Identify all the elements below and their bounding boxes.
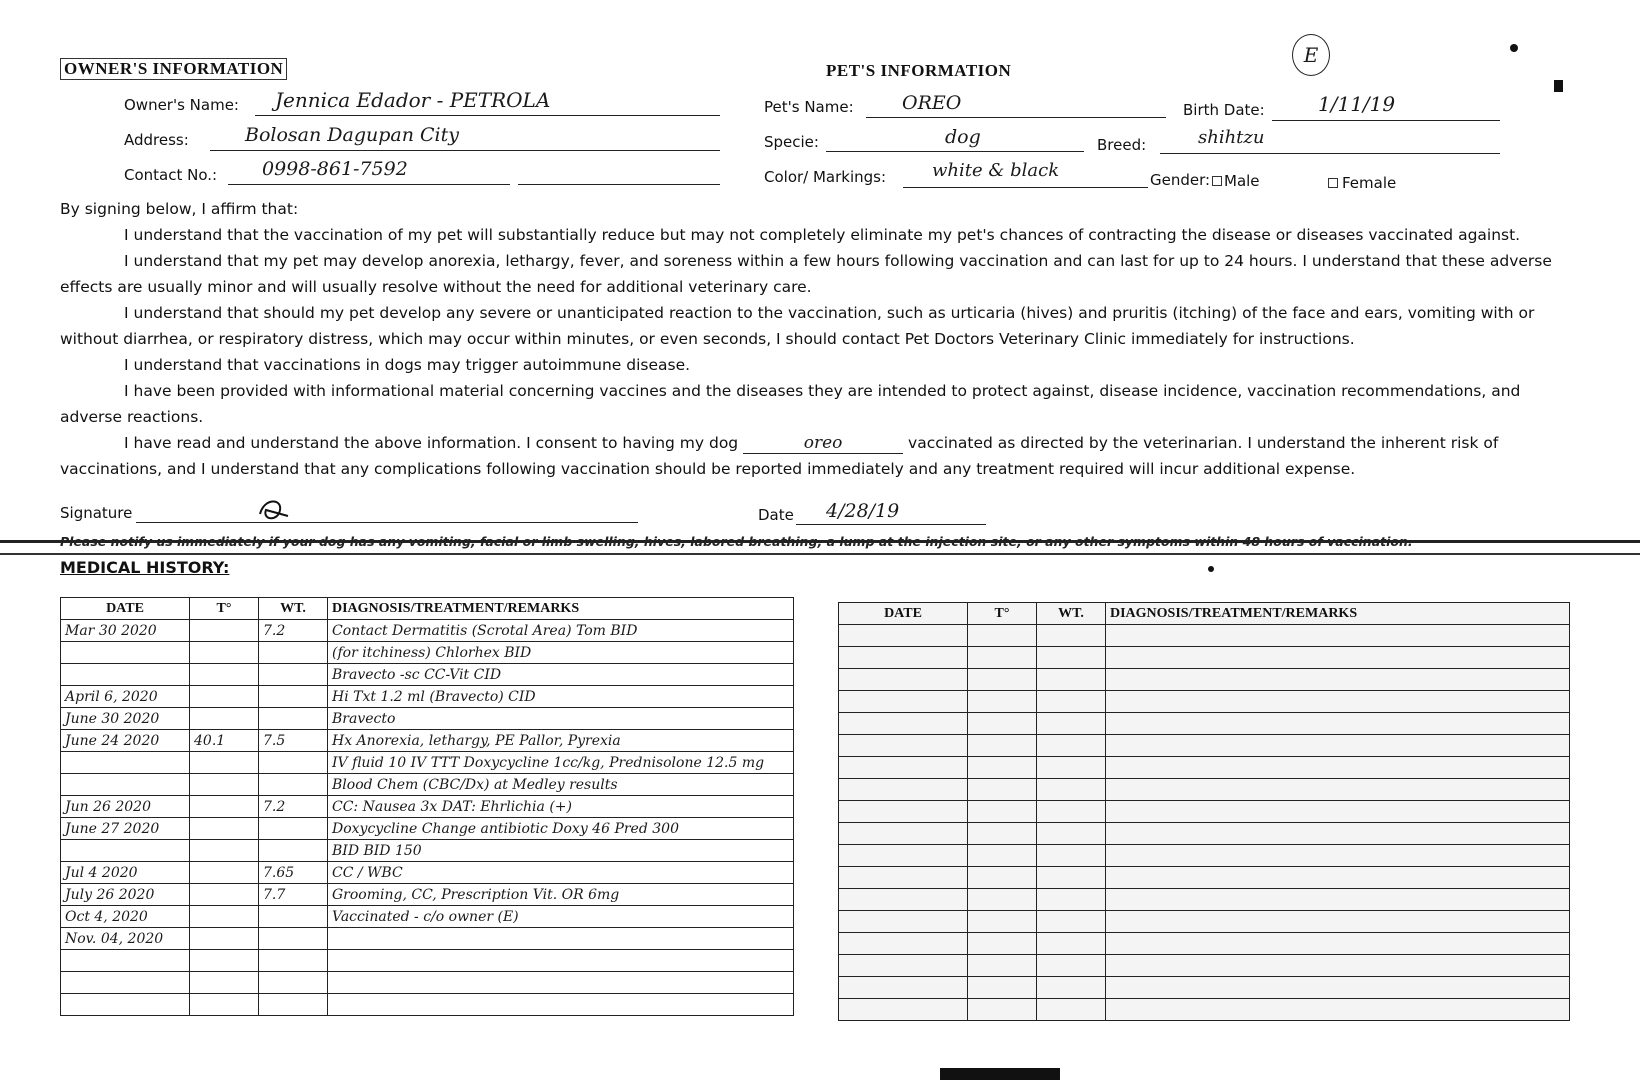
remarks-cell[interactable] [1106, 669, 1570, 691]
date-cell[interactable]: June 27 2020 [61, 818, 190, 840]
weight-cell[interactable]: 7.5 [259, 730, 328, 752]
birth-date-label: Birth Date: [1183, 101, 1265, 119]
temp-cell[interactable] [190, 972, 259, 994]
remarks-col-header: DIAGNOSIS/TREATMENT/REMARKS [1106, 603, 1570, 625]
scan-artifact [1554, 80, 1563, 92]
temp-cell[interactable] [190, 928, 259, 950]
temp-cell[interactable] [190, 642, 259, 664]
weight-cell[interactable] [259, 818, 328, 840]
temp-cell[interactable] [190, 884, 259, 906]
signature-field[interactable] [136, 522, 638, 523]
pet-name-label: Pet's Name: [764, 98, 854, 116]
color-markings-field[interactable]: white & black [932, 160, 1060, 181]
circled-mark: E [1292, 34, 1330, 76]
table-row [839, 757, 1570, 779]
table-row [839, 955, 1570, 977]
date-cell[interactable] [839, 647, 968, 669]
remarks-cell[interactable] [1106, 779, 1570, 801]
remarks-cell[interactable] [1106, 823, 1570, 845]
weight-cell[interactable] [1037, 647, 1106, 669]
gender-male-option[interactable]: Male [1212, 172, 1260, 190]
weight-cell[interactable] [1037, 933, 1106, 955]
remarks-cell[interactable] [1106, 713, 1570, 735]
remarks-cell[interactable] [1106, 933, 1570, 955]
temp-cell[interactable] [968, 757, 1037, 779]
weight-cell[interactable] [1037, 977, 1106, 999]
remarks-cell[interactable] [328, 994, 794, 1016]
temp-cell[interactable] [190, 752, 259, 774]
table-row [839, 713, 1570, 735]
temp-cell[interactable] [968, 999, 1037, 1021]
medical-history-table-left [60, 597, 794, 1016]
specie-label: Specie: [764, 133, 819, 151]
weight-col-header: WT. [259, 598, 328, 620]
temp-cell[interactable] [968, 823, 1037, 845]
pet-name-field[interactable]: OREO [902, 92, 962, 114]
table-row [839, 735, 1570, 757]
weight-cell[interactable]: 7.7 [259, 884, 328, 906]
date-cell[interactable] [61, 642, 190, 664]
table-row [61, 884, 794, 906]
table-row [61, 906, 794, 928]
consent-p4: I understand that vaccinations in dogs may trigger autoimmune disease. [124, 356, 691, 374]
temp-cell[interactable] [190, 774, 259, 796]
weight-cell[interactable] [259, 840, 328, 862]
temp-cell[interactable] [190, 840, 259, 862]
pet-info-header: PET'S INFORMATION [826, 61, 1012, 80]
table-row [61, 686, 794, 708]
temp-cell[interactable] [190, 862, 259, 884]
temp-cell[interactable] [190, 818, 259, 840]
date-cell[interactable] [839, 999, 968, 1021]
remarks-cell[interactable]: CC / WBC [328, 862, 794, 884]
remarks-cell[interactable] [1106, 801, 1570, 823]
remarks-cell[interactable] [1106, 999, 1570, 1021]
date-cell[interactable]: Nov. 04, 2020 [61, 928, 190, 950]
table-row [839, 845, 1570, 867]
table-row [61, 862, 794, 884]
temp-cell[interactable] [968, 845, 1037, 867]
remarks-cell[interactable] [1106, 889, 1570, 911]
date-cell[interactable] [61, 994, 190, 1016]
remarks-cell[interactable]: Blood Chem (CBC/Dx) at Medley results [328, 774, 794, 796]
remarks-cell[interactable]: Bravecto -sc CC-Vit CID [328, 664, 794, 686]
owner-name-field[interactable]: Jennica Edador - PETROLA [275, 88, 551, 112]
date-label: Date [758, 506, 794, 524]
weight-cell[interactable]: 7.2 [259, 620, 328, 642]
owner-info-header: OWNER'S INFORMATION [60, 58, 287, 80]
table-row [839, 625, 1570, 647]
remarks-cell[interactable] [1106, 867, 1570, 889]
signature-scribble [254, 496, 294, 526]
date-cell[interactable] [839, 845, 968, 867]
date-cell[interactable]: July 26 2020 [61, 884, 190, 906]
gender-label: Gender: [1150, 171, 1211, 189]
weight-cell[interactable] [1037, 757, 1106, 779]
temp-cell[interactable] [190, 906, 259, 928]
date-cell[interactable] [61, 840, 190, 862]
date-cell[interactable] [839, 911, 968, 933]
remarks-cell[interactable]: Hi Txt 1.2 ml (Bravecto) CID [328, 686, 794, 708]
temp-cell[interactable] [968, 713, 1037, 735]
scan-artifact [1208, 566, 1214, 572]
temp-cell[interactable] [190, 796, 259, 818]
remarks-col-header: DIAGNOSIS/TREATMENT/REMARKS [328, 598, 794, 620]
temp-cell[interactable] [190, 708, 259, 730]
remarks-cell[interactable]: IV fluid 10 IV TTT Doxycycline 1cc/kg, Prednisolone 12.5 mg [328, 752, 794, 774]
date-cell[interactable] [61, 950, 190, 972]
weight-cell[interactable] [1037, 669, 1106, 691]
table-row [61, 818, 794, 840]
weight-cell[interactable] [259, 708, 328, 730]
remarks-cell[interactable] [1106, 625, 1570, 647]
weight-cell[interactable] [259, 752, 328, 774]
scan-artifact [1510, 44, 1518, 52]
date-cell[interactable] [839, 713, 968, 735]
table-row [61, 928, 794, 950]
date-cell[interactable] [61, 774, 190, 796]
weight-cell[interactable] [259, 950, 328, 972]
table-row [61, 796, 794, 818]
table-row [61, 840, 794, 862]
weight-cell[interactable] [259, 972, 328, 994]
address-field[interactable]: Bolosan Dagupan City [245, 124, 459, 146]
weight-cell[interactable] [1037, 955, 1106, 977]
breed-label: Breed: [1097, 136, 1147, 154]
date-cell[interactable] [839, 977, 968, 999]
weight-cell[interactable] [1037, 735, 1106, 757]
notice-divider-bottom [0, 553, 1640, 555]
table-row [61, 664, 794, 686]
table-row [839, 867, 1570, 889]
male-checkbox-icon [1212, 176, 1222, 186]
temp-col-header: T° [968, 603, 1037, 625]
temp-cell[interactable] [968, 735, 1037, 757]
date-col-header: DATE [61, 598, 190, 620]
remarks-cell[interactable] [1106, 691, 1570, 713]
temp-cell[interactable] [968, 669, 1037, 691]
table-row [839, 999, 1570, 1021]
notice-text: Please notify us immediately if your dog has any vomiting, facial or limb swelling, hives, labored breathing, a lump at the injection site, or any other symptoms within 48 hours of vaccination. [60, 534, 1413, 549]
remarks-cell[interactable] [328, 928, 794, 950]
table-row [839, 669, 1570, 691]
consent-text [60, 196, 1560, 482]
contact-label: Contact No.: [124, 166, 218, 184]
weight-cell[interactable] [259, 994, 328, 1016]
weight-col-header: WT. [1037, 603, 1106, 625]
weight-cell[interactable] [259, 642, 328, 664]
date-cell[interactable]: Jun 26 2020 [61, 796, 190, 818]
table-row [61, 972, 794, 994]
date-cell[interactable] [839, 669, 968, 691]
temp-cell[interactable] [968, 889, 1037, 911]
consent-p1: I understand that the vaccination of my pet will substantially reduce but may not completely eliminate my pet's chances of contracting the disease or diseases vaccinated against. [124, 226, 1521, 244]
remarks-cell[interactable] [1106, 647, 1570, 669]
date-cell[interactable] [839, 691, 968, 713]
temp-cell[interactable] [190, 664, 259, 686]
birth-date-field[interactable]: 1/11/19 [1318, 92, 1396, 116]
weight-cell[interactable] [1037, 691, 1106, 713]
consent-p3: I understand that should my pet develop any severe or unanticipated reaction to the vaccination, such as urticaria (hives) and pruritis (itching) of the face and ears, vomiting with or without diarrhea, or respiratory distress, which may occur within minutes, or even seconds, I should contact Pet Doctors Veterinary Clinic immediately for instructions. [60, 304, 1535, 348]
remarks-cell[interactable] [328, 972, 794, 994]
weight-cell[interactable] [1037, 911, 1106, 933]
remarks-cell[interactable] [1106, 977, 1570, 999]
weight-cell[interactable] [259, 664, 328, 686]
date-cell[interactable]: Oct 4, 2020 [61, 906, 190, 928]
weight-cell[interactable] [1037, 823, 1106, 845]
temp-cell[interactable] [968, 625, 1037, 647]
temp-cell[interactable] [968, 801, 1037, 823]
date-cell[interactable]: Mar 30 2020 [61, 620, 190, 642]
temp-cell[interactable] [968, 977, 1037, 999]
date-cell[interactable] [839, 889, 968, 911]
remarks-cell[interactable]: Bravecto [328, 708, 794, 730]
table-row [61, 730, 794, 752]
signature-label: Signature [60, 504, 133, 522]
remarks-cell[interactable] [1106, 845, 1570, 867]
weight-cell[interactable] [259, 774, 328, 796]
date-cell[interactable] [839, 867, 968, 889]
table-row [61, 774, 794, 796]
table-row [839, 823, 1570, 845]
remarks-cell[interactable] [1106, 911, 1570, 933]
table-row [839, 647, 1570, 669]
weight-cell[interactable] [259, 928, 328, 950]
consent-dog-name-field[interactable]: oreo [743, 433, 903, 454]
table-row [61, 620, 794, 642]
table-row [61, 950, 794, 972]
remarks-cell[interactable]: Doxycycline Change antibiotic Doxy 46 Pred 300 [328, 818, 794, 840]
temp-cell[interactable] [968, 955, 1037, 977]
gender-female-option[interactable]: Female [1328, 174, 1396, 192]
weight-cell[interactable] [1037, 889, 1106, 911]
table-row [839, 779, 1570, 801]
remarks-cell[interactable]: Contact Dermatitis (Scrotal Area) Tom BID [328, 620, 794, 642]
weight-cell[interactable]: 7.65 [259, 862, 328, 884]
medical-history-header: MEDICAL HISTORY: [60, 558, 230, 577]
table-row [839, 889, 1570, 911]
date-cell[interactable] [839, 757, 968, 779]
remarks-cell[interactable] [328, 950, 794, 972]
breed-field[interactable]: shihtzu [1198, 127, 1265, 148]
temp-cell[interactable]: 40.1 [190, 730, 259, 752]
remarks-cell[interactable]: BID BID 150 [328, 840, 794, 862]
consent-intro: By signing below, I affirm that: [60, 200, 299, 218]
weight-cell[interactable] [1037, 779, 1106, 801]
weight-cell[interactable] [1037, 999, 1106, 1021]
table-row [61, 708, 794, 730]
signature-date-field[interactable]: 4/28/19 [826, 500, 900, 522]
date-cell[interactable] [61, 972, 190, 994]
address-label: Address: [124, 131, 189, 149]
weight-cell[interactable] [1037, 713, 1106, 735]
date-cell[interactable]: Jul 4 2020 [61, 862, 190, 884]
weight-cell[interactable] [1037, 801, 1106, 823]
date-cell[interactable] [839, 933, 968, 955]
date-cell[interactable] [839, 779, 968, 801]
temp-cell[interactable] [968, 647, 1037, 669]
date-cell[interactable] [61, 664, 190, 686]
table-row [839, 977, 1570, 999]
table-row [839, 911, 1570, 933]
consent-p2: I understand that my pet may develop anorexia, lethargy, fever, and soreness within a few hours following vaccination and can last for up to 24 hours. I understand that these adverse effects are usually minor and will usually resolve without the need for additional veterinary care. [60, 252, 1552, 296]
temp-cell[interactable] [968, 933, 1037, 955]
date-col-header: DATE [839, 603, 968, 625]
temp-cell[interactable] [190, 620, 259, 642]
table-row [61, 994, 794, 1016]
specie-field[interactable]: dog [945, 126, 981, 148]
weight-cell[interactable]: 7.2 [259, 796, 328, 818]
color-markings-label: Color/ Markings: [764, 168, 887, 186]
date-cell[interactable] [839, 801, 968, 823]
weight-cell[interactable] [1037, 625, 1106, 647]
date-cell[interactable] [839, 625, 968, 647]
female-checkbox-icon [1328, 178, 1338, 188]
table-row [61, 642, 794, 664]
scan-artifact [940, 1068, 1060, 1080]
table-row [839, 691, 1570, 713]
temp-cell[interactable] [968, 867, 1037, 889]
weight-cell[interactable] [259, 686, 328, 708]
date-cell[interactable]: April 6, 2020 [61, 686, 190, 708]
temp-cell[interactable] [968, 911, 1037, 933]
weight-cell[interactable] [259, 906, 328, 928]
remarks-cell[interactable] [1106, 955, 1570, 977]
remarks-cell[interactable] [1106, 757, 1570, 779]
temp-cell[interactable] [968, 691, 1037, 713]
date-cell[interactable] [61, 752, 190, 774]
date-cell[interactable] [839, 735, 968, 757]
contact-field[interactable]: 0998-861-7592 [262, 158, 408, 180]
weight-cell[interactable] [1037, 867, 1106, 889]
owner-name-label: Owner's Name: [124, 96, 239, 114]
medical-history-table-right [838, 602, 1570, 1021]
remarks-cell[interactable]: Vaccinated - c/o owner (E) [328, 906, 794, 928]
date-cell[interactable] [839, 955, 968, 977]
consent-p5: I have been provided with informational material concerning vaccines and the diseases they are intended to protect against, disease incidence, vaccination recommendations, and adverse reactions. [60, 382, 1521, 426]
temp-cell[interactable] [190, 950, 259, 972]
remarks-cell[interactable]: CC: Nausea 3x DAT: Ehrlichia (+) [328, 796, 794, 818]
table-row [61, 752, 794, 774]
date-cell[interactable]: June 24 2020 [61, 730, 190, 752]
remarks-cell[interactable]: (for itchiness) Chlorhex BID [328, 642, 794, 664]
temp-col-header: T° [190, 598, 259, 620]
consent-p6: I have read and understand the above information. I consent to having my dog oreo vaccinated as directed by the veterinarian. I understand the inherent risk of vaccinations, and I understand that any complications following vaccination should be reported immediately and any treatment required will incur additional expense. [60, 433, 1499, 478]
temp-cell[interactable] [190, 994, 259, 1016]
table-row [839, 801, 1570, 823]
date-cell[interactable]: June 30 2020 [61, 708, 190, 730]
remarks-cell[interactable] [1106, 735, 1570, 757]
weight-cell[interactable] [1037, 845, 1106, 867]
date-cell[interactable] [839, 823, 968, 845]
temp-cell[interactable] [968, 779, 1037, 801]
remarks-cell[interactable]: Hx Anorexia, lethargy, PE Pallor, Pyrexia [328, 730, 794, 752]
table-row [839, 933, 1570, 955]
remarks-cell[interactable]: Grooming, CC, Prescription Vit. OR 6mg [328, 884, 794, 906]
temp-cell[interactable] [190, 686, 259, 708]
